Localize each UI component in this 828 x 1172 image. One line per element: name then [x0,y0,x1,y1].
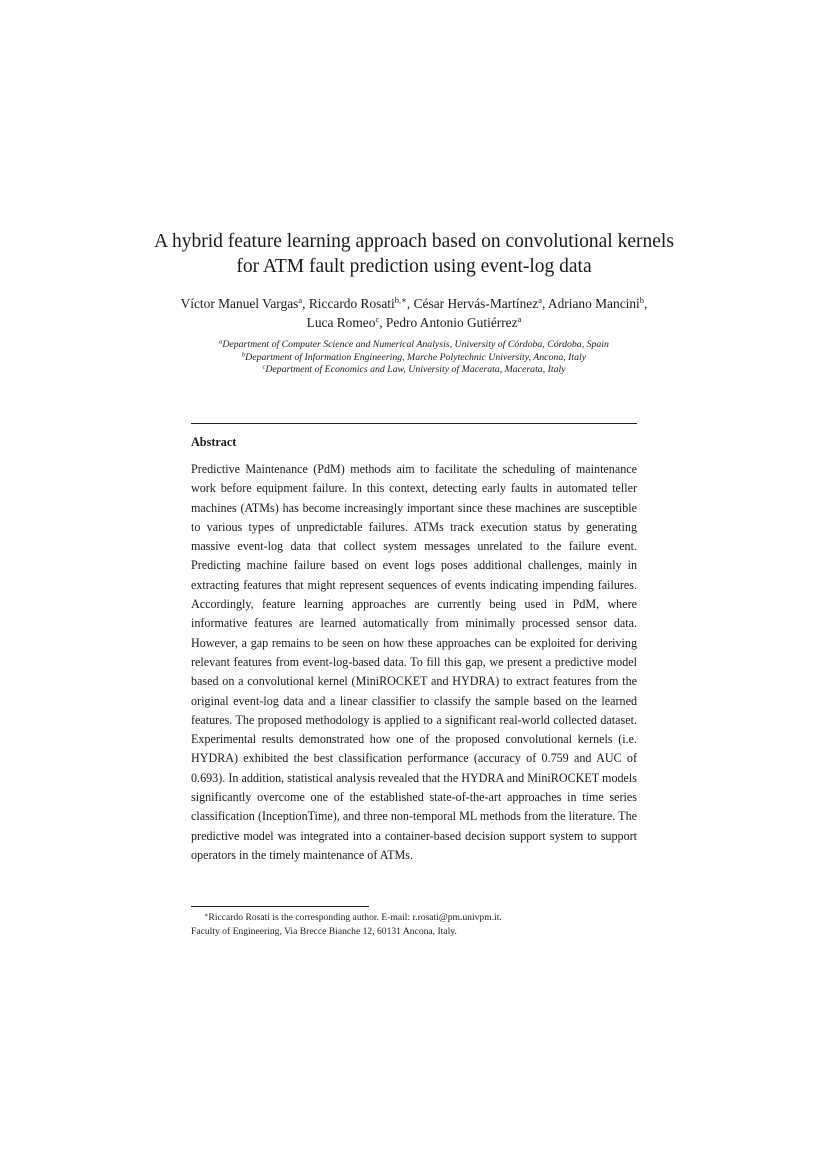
affiliation-mark: c [262,363,266,371]
author-affiliation-mark: b,∗ [394,295,407,305]
affiliation-text: Department of Computer Science and Numerical Analysis, University of Córdoba, Córdoba, Spain [222,339,609,350]
affiliation-mark: b [241,351,246,359]
author-affiliation-mark: b [639,295,645,305]
abstract-body: Predictive Maintenance (PdM) methods aim to facilitate the scheduling of maintenance work before equipment failure. In this context, detecting early faults in automated teller machines (ATMs) has become increasingly important since these machines are susceptible to various types of unpredictable failures. ATMs track execution status by generating massive event-log data that collect system messages unrelated to the failure event. Predicting machine failure based on event logs poses additional challenges, mainly in extracting features that might represent sequences of events indicating impending failures. Accordingly, feature learning approaches are currently being used in PdM, where informative features are learned automatically from minimally processed sensor data. However, a gap remains to be seen on how these approaches can be exploited for deriving relevant features from event-log-based data. To fill this gap, we present a predictive model based on a convolutional kernel (MiniROCKET and HYDRA) to extract features from the original event-log data and a linear classifier to classify the sample based on the learned features. The proposed methodology is applied to a significant real-world collected dataset. Experimental results demonstrated how one of the proposed convolutional kernels (i.e. HYDRA) exhibited the best classification performance (accuracy of 0.759 and AUC of 0.693). In addition, statistical analysis revealed that the HYDRA and MiniROCKET models significantly overcome one of the established state-of-the-art approaches in time series classification (InceptionTime), and three non-temporal ML methods from the literature. The predictive model was integrated into a container-based decision support system to support operators in the timely maintenance of ATMs. [191,462,637,862]
author-affiliation-mark: a [517,314,522,324]
paper-title: A hybrid feature learning approach based on convolutional kernels for ATM fault prediction using event-log data [154,231,674,277]
abstract-heading: Abstract [191,435,237,449]
author-affiliation-mark: a [298,295,303,305]
footnote [191,911,637,939]
affiliation-list [150,339,678,377]
affiliation [150,339,678,352]
footnote-rule [191,906,369,907]
author-name: Pedro Antonio Gutiérrez [385,315,518,330]
affiliation-text: Department of Information Engineering, Marche Polytechnic University, Ancona, Italy [245,351,587,363]
affiliation [150,352,678,365]
affiliation [150,364,678,377]
author-affiliation-mark: a [538,295,542,305]
footnote-mark: ∗ [204,912,209,919]
author-name: Adriano Mancini [547,296,640,311]
footnote-text: Riccardo Rosati is the corresponding author. E-mail: r.rosati@pm.univpm.it. [208,912,502,923]
footnote-line [191,911,637,925]
affiliation-text: Department of Economics and Law, University of Macerata, Macerata, Italy [265,364,566,376]
author-name: Luca Romeo [306,315,376,330]
author-name: César Hervás-Martínez [413,296,539,311]
abstract-top-rule [191,423,637,424]
author-name: Víctor Manuel Vargas [180,296,299,311]
footnote-line: Faculty of Engineering, Via Brecce Bianche 12, 60131 Ancona, Italy. [191,926,457,937]
author-list: Víctor Manuel Vargas$^a$, Riccardo Rosati$^{b,∗}$, César Hervás-Martínez$^a$, Adriano Mancini$^b$, Luca Romeo$^c$, Pedro Antonio Gutiérrez$^a$ [180,295,648,330]
affiliation-mark: a [219,338,223,346]
author-affiliation-mark: c [375,314,380,324]
author-name: Riccardo Rosati [308,296,395,311]
